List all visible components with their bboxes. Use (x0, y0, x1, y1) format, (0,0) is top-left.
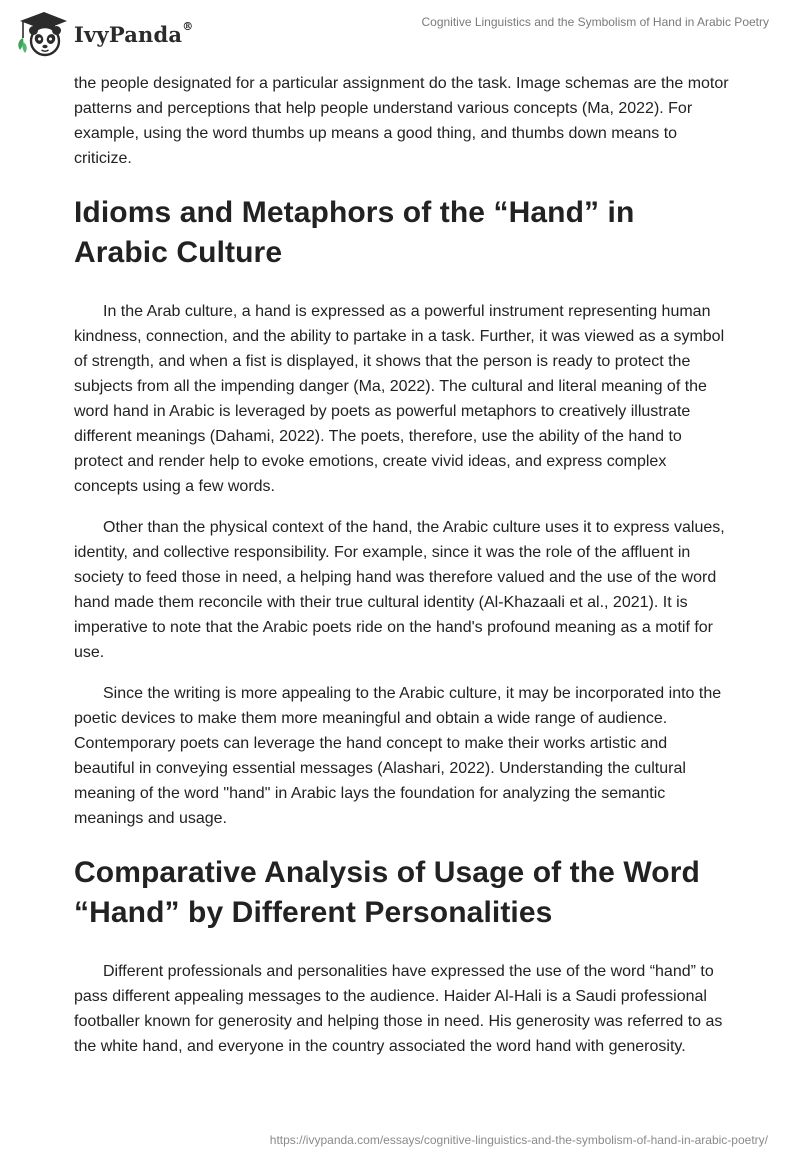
intro-paragraph: the people designated for a particular assignment do the task. Image schemas are the motor patterns and perceptions that help people understand various concepts (Ma, 2022). For example, using the word thumbs up means a good thing, and thumbs down means to criticize. (74, 75, 729, 167)
paragraph: Other than the physical context of the hand, the Arabic culture uses it to express values, identity, and collective responsibility. For example, since it was the role of the affluent in society to feed those in need, a helping hand was therefore valued and the use of the word hand made them reconcile with their true cultural identity (Al-Khazaali et al., 2021). It is imperative to note that the Arabic poets ride on the hand's profound meaning as a motif for use. (74, 519, 725, 661)
source-url[interactable]: https://ivypanda.com/essays/cognitive-linguistics-and-the-symbolism-of-hand-in-arabic-poetry/ (269, 1133, 768, 1147)
page-header (0, 0, 800, 68)
section-heading-idioms: Idioms and Metaphors of the “Hand” in Arabic Culture (74, 196, 635, 269)
essay-body (74, 68, 730, 1059)
paragraph: Since the writing is more appealing to the Arabic culture, it may be incorporated into the poetic devices to make them more meaningful and obtain a wide range of audience. Contemporary poets can leverage the hand concept to make their works artistic and beautiful in conveying essential messages (Alashari, 2022). Understanding the cultural meaning of the word "hand" in Arabic lays the foundation for analyzing the semantic meanings and usage. (74, 685, 722, 827)
paragraph: Different professionals and personalities have expressed the use of the word “hand” to pass different appealing messages to the audience. Haider Al-Hali is a Saudi professional footballer known for generosity and helping those in need. His generosity was referred to as the white hand, and everyone in the country associated the word hand with generosity. (74, 963, 723, 1055)
panda-graduation-cap-icon (14, 8, 68, 60)
ivypanda-logo[interactable] (14, 8, 193, 60)
running-title: Cognitive Linguistics and the Symbolism of Hand in Arabic Poetry (421, 15, 769, 29)
paragraph: In the Arab culture, a hand is expressed as a powerful instrument representing human kindness, connection, and the ability to partake in a task. Further, it was viewed as a symbol of strength, and when a fist is displayed, it shows that the person is ready to protect the subjects from all the impending danger (Ma, 2022). The cultural and literal meaning of the word hand in Arabic is leveraged by poets as powerful metaphors to creatively illustrate different meanings (Dahami, 2022). The poets, therefore, use the ability of the hand to protect and render help to evoke emotions, create vivid ideas, and express complex concepts using a few words. (74, 303, 725, 495)
registered-mark: ® (182, 19, 194, 33)
logo-wordmark: IvyPanda® (74, 19, 194, 47)
section-heading-comparative: Comparative Analysis of Usage of the Word “Hand” by Different Personalities (74, 856, 700, 929)
